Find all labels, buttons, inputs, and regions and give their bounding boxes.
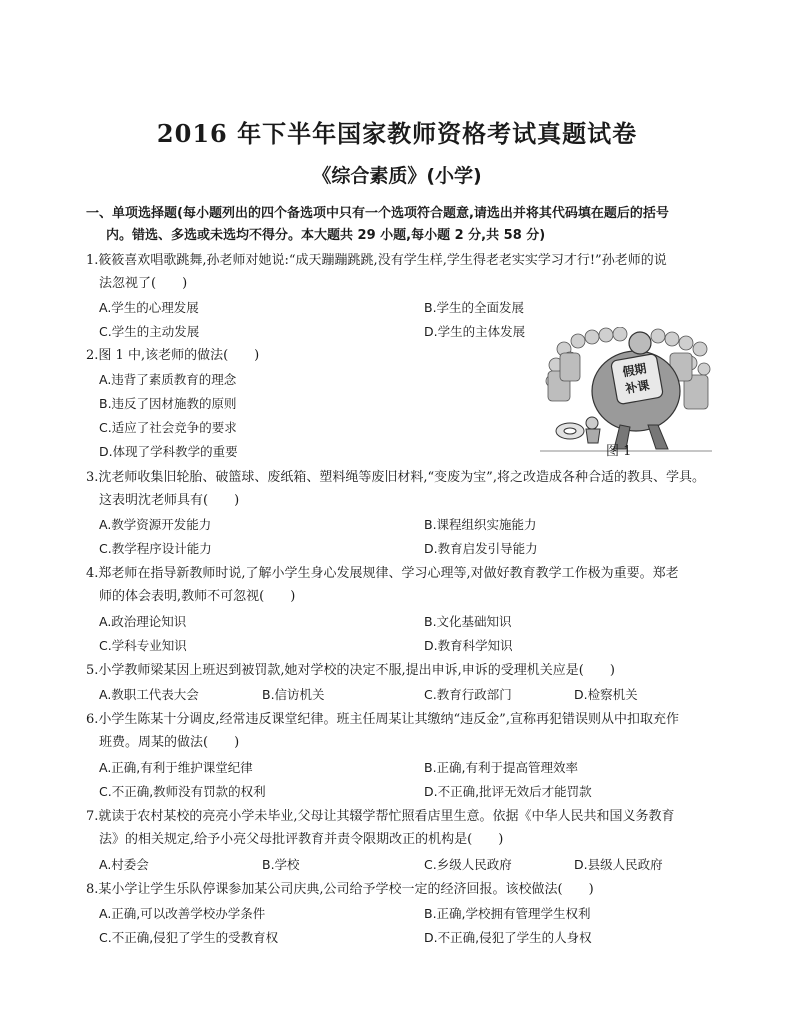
question-4-option-d: D.教育科学知识 xyxy=(424,638,513,653)
page-title: 2016 年下半年国家教师资格考试真题试卷 xyxy=(156,119,638,148)
question-5-option-a: A.教职工代表大会 xyxy=(99,687,199,702)
question-6-option-a: A.正确,有利于维护课堂纪律 xyxy=(99,760,253,775)
question-3-option-d: D.教育启发引导能力 xyxy=(424,541,538,556)
question-6-stem-line-2: 班费。周某的做法( ) xyxy=(99,735,240,750)
question-1-option-c: C.学生的主动发展 xyxy=(99,324,200,339)
question-5-stem: 5.小学教师梁某因上班迟到被罚款,她对学校的决定不服,提出申诉,申诉的受理机关应是( ) xyxy=(86,663,615,678)
question-1-option-d: D.学生的主体发展 xyxy=(424,324,526,339)
question-8-option-c: C.不正确,侵犯了学生的受教育权 xyxy=(99,930,279,945)
figure-1-cartoon xyxy=(540,327,712,455)
question-2-option-b: B.违反了因材施教的原则 xyxy=(99,396,237,411)
question-1-option-b: B.学生的全面发展 xyxy=(424,300,525,315)
question-3-stem-line-2: 这表明沈老师具有( ) xyxy=(99,493,240,508)
question-5-option-d: D.检察机关 xyxy=(574,687,638,702)
section-heading xyxy=(86,203,726,247)
question-6-option-b: B.正确,有利于提高管理效率 xyxy=(424,760,579,775)
figure-1-caption: 图 1 xyxy=(606,444,632,459)
question-8-option-d: D.不正确,侵犯了学生的人身权 xyxy=(424,930,592,945)
question-7-option-c: C.乡级人民政府 xyxy=(424,857,512,872)
question-8-option-a: A.正确,可以改善学校办学条件 xyxy=(99,906,266,921)
question-1-stem-line-2: 法忽视了( ) xyxy=(99,276,188,291)
question-1-option-a: A.学生的心理发展 xyxy=(99,300,199,315)
question-2-option-a: A.违背了素质教育的理念 xyxy=(99,372,237,387)
question-5-option-c: C.教育行政部门 xyxy=(424,687,512,702)
question-7-option-d: D.县级人民政府 xyxy=(574,857,663,872)
question-2-option-d: D.体现了学科教学的重要 xyxy=(99,444,238,459)
question-7-stem-line-1: 7.就读于农村某校的亮亮小学未毕业,父母让其辍学帮忙照看店里生意。依据《中华人民共和国义务教育 xyxy=(86,809,675,824)
cartoon-illustration xyxy=(540,327,712,455)
question-3-option-c: C.教学程序设计能力 xyxy=(99,541,212,556)
question-3-option-b: B.课程组织实施能力 xyxy=(424,517,537,532)
page-subtitle: 《综合素质》(小学) xyxy=(312,165,482,187)
question-8-option-b: B.正确,学校拥有管理学生权利 xyxy=(424,906,591,921)
sign-text-top: 假期 xyxy=(621,361,648,380)
question-1-stem-line-1: 1.筱筱喜欢唱歌跳舞,孙老师对她说:“成天蹦蹦跳跳,没有学生样,学生得老老实实学习才行!”孙老师的说 xyxy=(86,253,667,268)
question-4-option-a: A.政治理论知识 xyxy=(99,614,187,629)
question-4-stem-line-1: 4.郑老师在指导新教师时说,了解小学生身心发展规律、学习心理等,对做好教育教学工作极为重要。郑老 xyxy=(86,566,679,581)
question-2-stem: 2.图 1 中,该老师的做法( ) xyxy=(86,348,260,363)
question-7-stem-line-2: 法》的相关规定,给予小亮父母批评教育并责令限期改正的机构是( ) xyxy=(99,832,504,847)
question-3-stem-line-1: 3.沈老师收集旧轮胎、破篮球、废纸箱、塑料绳等废旧材料,“变废为宝”,将之改造成各种合适的教具、学具。 xyxy=(86,470,705,485)
section-heading-line-1: 一、单项选择题(每小题列出的四个备选项中只有一个选项符合题意,请选出并将其代码填在题后的括号 xyxy=(86,206,669,221)
question-2-option-c: C.适应了社会竞争的要求 xyxy=(99,420,237,435)
question-4-option-c: C.学科专业知识 xyxy=(99,638,187,653)
question-4-stem-line-2: 师的体会表明,教师不可忽视( ) xyxy=(99,589,296,604)
question-7-option-a: A.村委会 xyxy=(99,857,149,872)
question-4-option-b: B.文化基础知识 xyxy=(424,614,512,629)
question-6-stem-line-1: 6.小学生陈某十分调皮,经常违反课堂纪律。班主任周某让其缴纳“违反金”,宣称再犯错误则从中扣取充作 xyxy=(86,712,679,727)
sign-text-bottom: 补课 xyxy=(624,378,651,397)
question-8-stem: 8.某小学让学生乐队停课参加某公司庆典,公司给予学校一定的经济回报。该校做法( ) xyxy=(86,882,594,897)
question-3-option-a: A.教学资源开发能力 xyxy=(99,517,212,532)
section-heading-line-2: 内。错选、多选或未选均不得分。本大题共 29 小题,每小题 2 分,共 58 分) xyxy=(106,228,546,243)
question-5-option-b: B.信访机关 xyxy=(262,687,325,702)
question-6-option-d: D.不正确,批评无效后才能罚款 xyxy=(424,784,592,799)
question-7-option-b: B.学校 xyxy=(262,857,300,872)
question-6-option-c: C.不正确,教师没有罚款的权利 xyxy=(99,784,266,799)
